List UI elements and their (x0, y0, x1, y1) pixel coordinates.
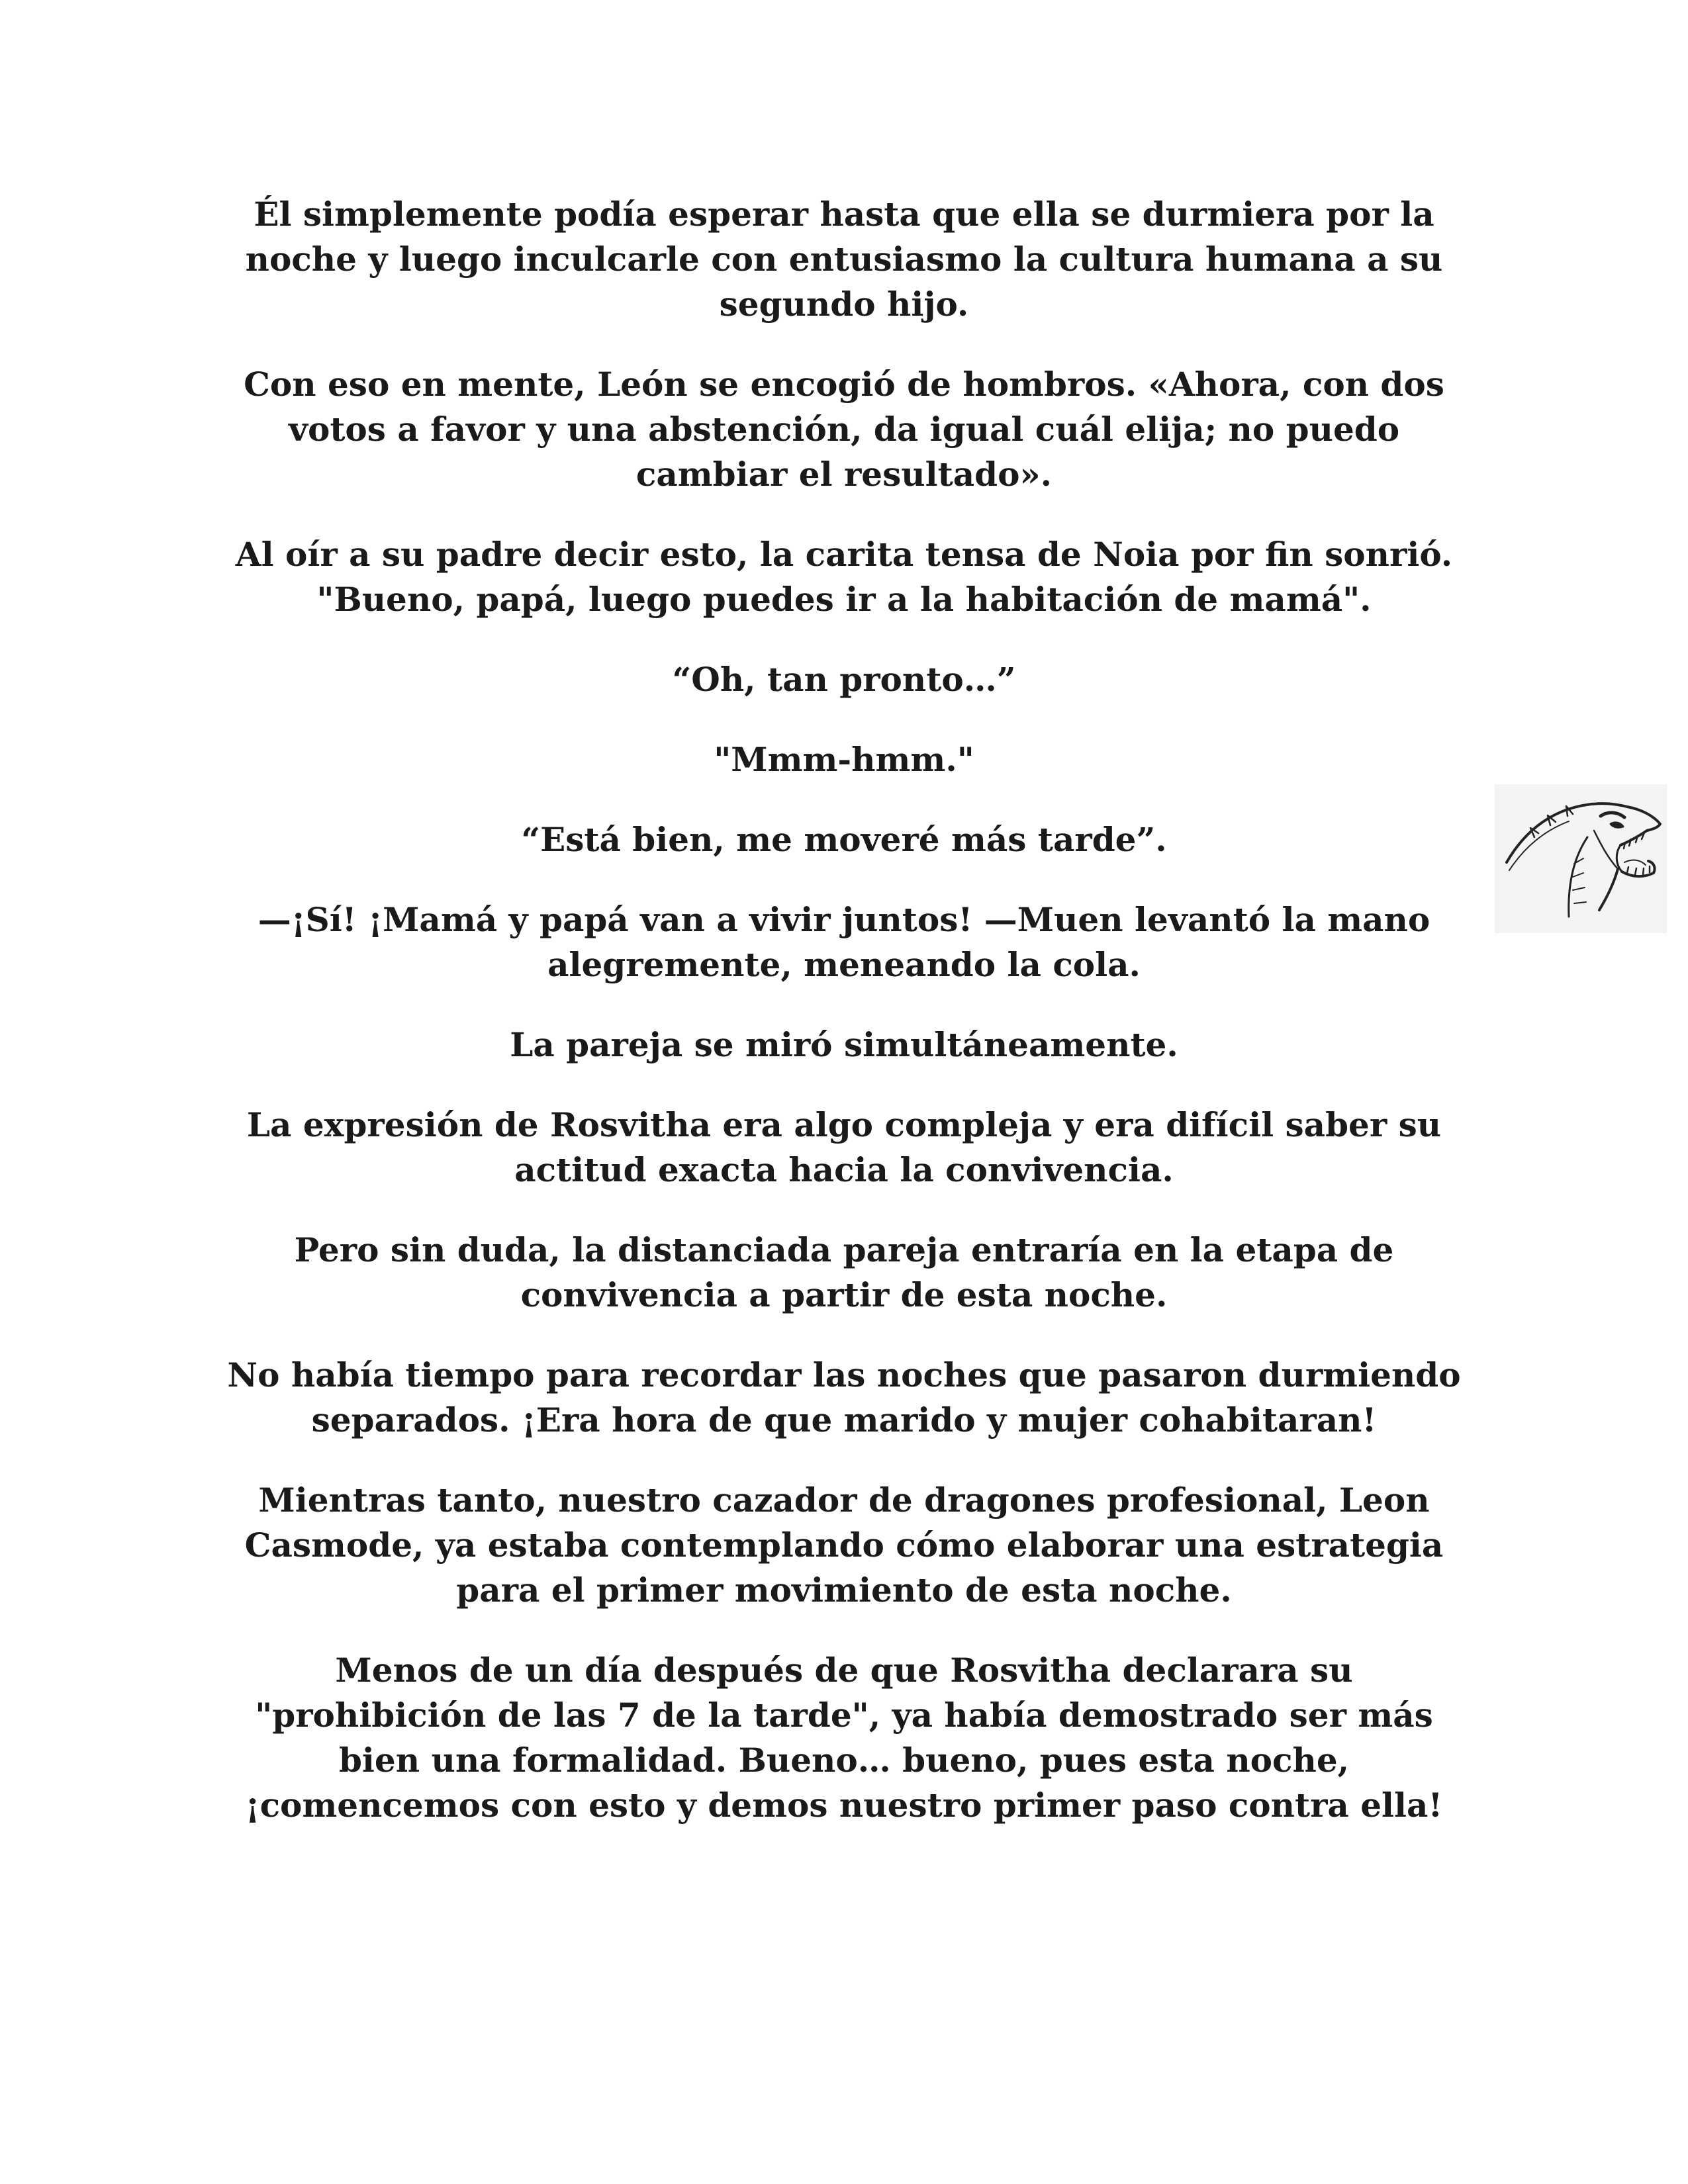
paragraph: Al oír a su padre decir esto, la carita tensa de Noia por fin sonrió. "Bueno, papá, luego puedes ir a la habitación de mamá". (235, 535, 1453, 619)
paragraph: “Oh, tan pronto…” (672, 660, 1016, 699)
paragraph: Menos de un día después de que Rosvitha declarara su "prohibición de las 7 de la tarde", ya había demostrado ser más bien una formalidad. Bueno… bueno, pues esta noche, ¡comencemos con esto y demos nuestro primer paso contra ella! (245, 1651, 1443, 1825)
paragraph: Pero sin duda, la distanciada pareja entraría en la etapa de convivencia a partir de esta noche. (294, 1230, 1394, 1314)
paragraph: La pareja se miró simultáneamente. (510, 1025, 1178, 1064)
paragraph: Mientras tanto, nuestro cazador de dragones profesional, Leon Casmode, ya estaba contemplando cómo elaborar una estrategia para el primer movimiento de esta noche. (244, 1480, 1444, 1610)
dragon-head-sketch-icon (1495, 784, 1667, 933)
paragraph: "Mmm-hmm." (714, 740, 974, 779)
paragraph: No había tiempo para recordar las noches que pasaron durmiendo separados. ¡Era hora de que marido y mujer cohabitaran! (227, 1355, 1461, 1439)
paragraph: Con eso en mente, León se encogió de hombros. «Ahora, con dos votos a favor y una abstención, da igual cuál elija; no puedo cambiar el resultado». (244, 365, 1444, 494)
paragraph: —¡Sí! ¡Mamá y papá van a vivir juntos! —Muen levantó la mano alegremente, meneando la cola. (258, 900, 1430, 984)
text-body (218, 192, 1470, 1863)
paragraph: La expresión de Rosvitha era algo compleja y era difícil saber su actitud exacta hacia la convivencia. (246, 1105, 1442, 1189)
paragraph: Él simplemente podía esperar hasta que ella se durmiera por la noche y luego inculcarle con entusiasmo la cultura humana a su segundo hijo. (245, 195, 1443, 324)
paragraph: “Está bien, me moveré más tarde”. (521, 820, 1167, 859)
